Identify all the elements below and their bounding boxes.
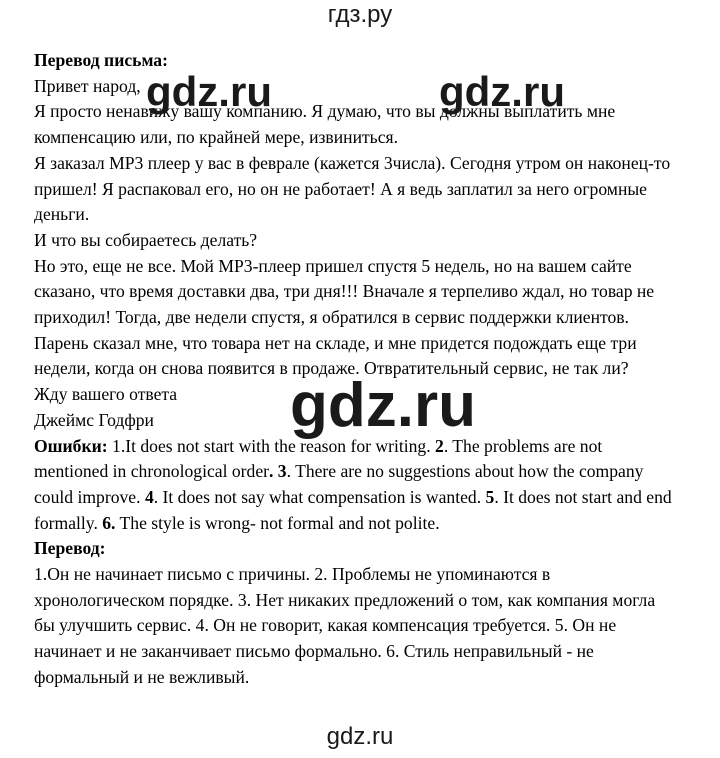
document-content (34, 48, 674, 691)
mistake-text: The style is wrong- not formal and not polite. (119, 512, 440, 533)
mistake-text: It does not start with the reason for writing. (125, 435, 431, 456)
site-header: гдз.ру (327, 1, 393, 28)
mistakes-paragraph (34, 434, 674, 537)
watermark: gdz.ru (146, 68, 272, 115)
mistake-text: . There are no suggestions about how the company could improve. (34, 461, 644, 507)
mistake-text: . It does not say what compensation is wanted. (153, 486, 482, 507)
mistake-number: 1. (112, 435, 126, 456)
letter-signature: Джеймс Годфри (34, 409, 154, 430)
letter-translation-heading: Перевод письма: (34, 50, 168, 70)
letter-greeting: Привет народ, (34, 75, 141, 96)
letter-paragraph: И что вы собираетесь делать? (34, 229, 258, 250)
letter-paragraph: Я заказал MP3 плеер у вас в феврале (кажется 3числа). Сегодня утром он наконец-то пришел! Я распаковал его, но он не работает! А я ведь заплатил за него огромные деньги. (34, 152, 671, 225)
mistakes-heading: Ошибки: (34, 435, 108, 456)
mistake-text: . It does not start and end formally. (34, 486, 672, 533)
watermark: gdz.ru (439, 68, 565, 115)
mistake-number: 5 (485, 486, 495, 507)
mistake-number: 2 (435, 435, 444, 456)
mistakes-translation-text: 1.Он не начинает письмо с причины. 2. Проблемы не упоминаются в хронологическом порядке. 3. Нет никаких предложений о том, как компания могла бы улучшить сервис. 4. Он не говорит, какая компенсация требуется. 5. Он не начинает и не заканчивает письмо формально. 6. Стиль неправильный - не формальный и не вежливый. (34, 564, 656, 687)
mistake-number: 6. (102, 512, 116, 533)
mistake-number: . 3 (269, 461, 287, 482)
watermark: gdz.ru (290, 371, 476, 440)
mistakes-translation-heading: Перевод: (34, 538, 106, 559)
mistake-text: . The problems are not mentioned in chronological order (34, 435, 603, 482)
site-footer: gdz.ru (326, 723, 394, 750)
letter-paragraph: Но это, еще не все. Мой MP3-плеер пришел спустя 5 недель, но на вашем сайте сказано, что время доставки два, три дня!!! Вначале я терпеливо ждал, но товар не приходил! Тогда, две недели спустя, я обратился в сервис поддержки клиентов. Парень сказал мне, что товара нет на складе, и мне придется подождать еще три недели, когда он снова появится в продаже. Отвратительный сервис, не так ли? (34, 255, 655, 379)
letter-paragraph: Я просто ненавижу вашу компанию. Я думаю, что вы должны выплатить мне компенсацию или, по крайней мере, извиниться. (34, 101, 616, 148)
letter-closing: Жду вашего ответа (34, 384, 178, 405)
mistake-number: 4 (144, 486, 154, 507)
